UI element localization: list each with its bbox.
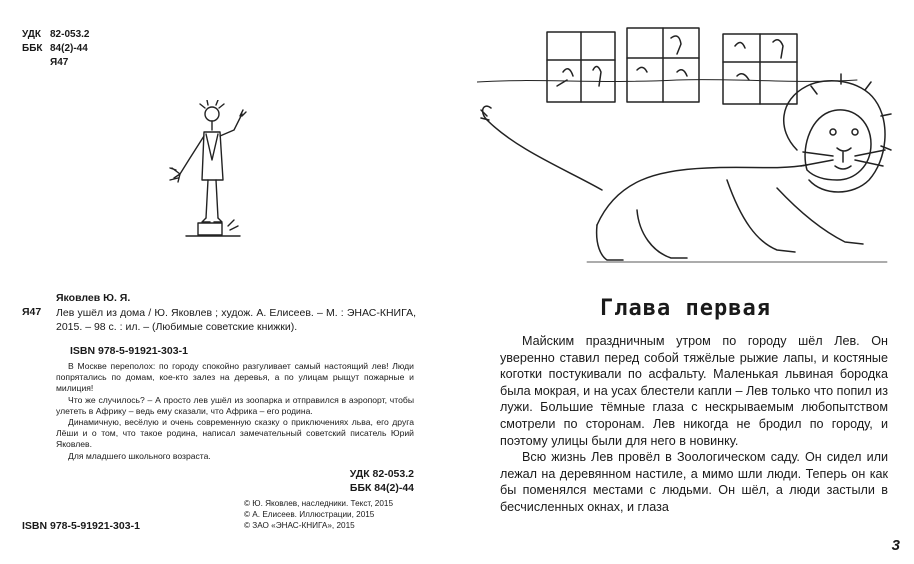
isbn-top: ISBN 978-5-91921-303-1 — [70, 345, 188, 357]
annotation-paragraph: Что же случилось? – А просто лев ушёл из зоопарка и отправился в аэропорт, чтобы улететь в Африку – ведь ему сказали, что Африка – его родина. — [56, 394, 414, 416]
isbn-bottom: ISBN 978-5-91921-303-1 — [22, 520, 140, 532]
udk-bottom: УДК 82-053.2 — [349, 468, 414, 480]
annotation-paragraph: Динамичную, весёлую и очень современную сказку о приключениях льва, его друга Лёши и о том, что такое родина, написал замечательный советский писатель Юрий Яковлев. — [56, 417, 414, 450]
right-page — [457, 0, 914, 564]
page-number: 3 — [891, 537, 900, 554]
copyright-line: © А. Елисеев. Иллюстрации, 2015 — [244, 510, 375, 519]
udk-value: 82-053.2 — [50, 29, 90, 40]
udk-label: УДК — [22, 29, 41, 40]
catalog-code-2: Я47 — [22, 306, 42, 318]
author-name: Яковлев Ю. Я. — [56, 292, 131, 304]
copyright-line: © Ю. Яковлев, наследники. Текст, 2015 — [244, 499, 394, 508]
classification-codes-bottom — [350, 467, 414, 495]
text-paragraph: Майским праздничным утром по городу шёл Лев. Он уверенно ставил перед собой тяжёлые рыжие лапы, и костяные коготки постукивали по асфальту. Маленькая львиная бородка была мокрая, и на усах блестели капли – Лев только что попил из лужи. Большие тёмные глаза с нескрываемым любопытством смотрели по сторонам. Лев никогда не бродил по городу, и поэтому улицы были для него в новинку. — [500, 334, 888, 448]
lion-illustration — [477, 20, 897, 275]
copyright-line: © ЗАО «ЭНАС-КНИГА», 2015 — [244, 521, 355, 530]
annotation-paragraph: Для младшего школьного возраста. — [68, 450, 211, 461]
copyright-block — [244, 498, 393, 531]
catalog-code: Я47 — [50, 57, 69, 68]
classification-codes — [22, 28, 89, 70]
window-icon — [723, 34, 797, 104]
chapter-title: Глава первая — [600, 296, 771, 321]
scientist-illustration — [168, 100, 258, 250]
bibliographic-record: Лев ушёл из дома / Ю. Яковлев ; худож. А. Елисеев. – М. : ЭНАС-КНИГА, 2015. – 98 с. : ил. – (Любимые советские книжки). — [56, 307, 416, 333]
window-icon — [547, 32, 615, 102]
chapter-text — [500, 333, 888, 516]
bbk-value: 84(2)-44 — [50, 43, 88, 54]
window-icon — [627, 28, 699, 102]
bbk-label: ББК — [22, 43, 43, 54]
annotation-paragraph: В Москве переполох: по городу спокойно разгуливает самый настоящий лев! Люди попрятались по домам, кое-кто залез на деревья, а по улицам рыщут пожарные и милиция! — [56, 361, 414, 394]
text-paragraph: Всю жизнь Лев провёл в Зоологическом саду. Он сидел или лежал на деревянном настиле, а мимо шли люди. Теперь он как бы поменялся местами с людьми. Он шёл, а люди застыли в бесчисленных окнах, и глаза — [500, 450, 888, 514]
bbk-bottom: ББК 84(2)-44 — [349, 482, 414, 494]
annotation — [56, 361, 414, 462]
